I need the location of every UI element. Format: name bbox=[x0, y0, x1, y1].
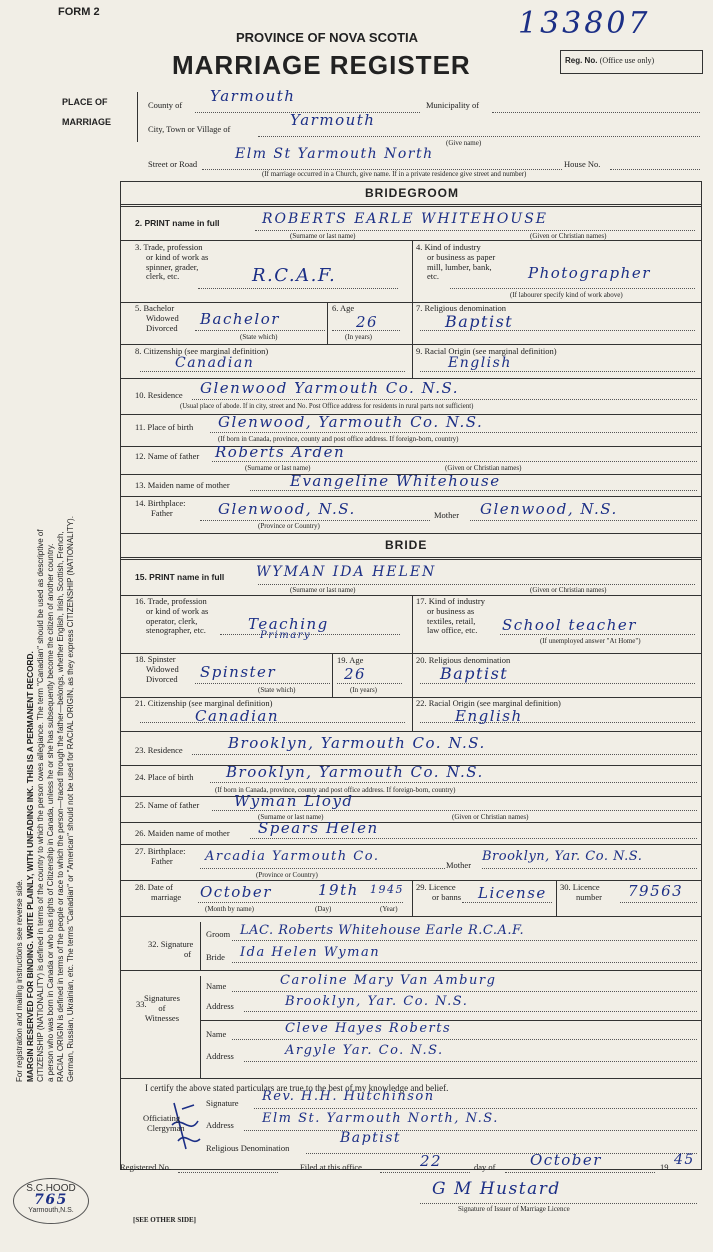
f13-label: 13. Maiden name of mother bbox=[135, 480, 230, 490]
church-note: (If marriage occurred in a Church, give name. If in a private residence give street and number) bbox=[262, 170, 527, 178]
f6-label: 6. Age bbox=[332, 303, 355, 313]
stamp-number: 765 bbox=[34, 1192, 68, 1208]
f8-label: 8. Citizenship (see marginal definition) bbox=[135, 346, 269, 356]
f28-sub-month: (Month by name) bbox=[205, 905, 254, 913]
f24-value: Brooklyn, Yarmouth Co. N.S. bbox=[226, 763, 484, 781]
day-of-label: day of bbox=[474, 1162, 496, 1172]
f14-label: 14. Birthplace: Father bbox=[135, 498, 186, 518]
f32-groom-label: Groom bbox=[206, 929, 231, 939]
f4-value: Photographer bbox=[528, 264, 651, 282]
w1-name-label: Name bbox=[206, 981, 227, 991]
groom-signature: LAC. Roberts Whitehouse Earle R.C.A.F. bbox=[240, 923, 525, 938]
clergy-address: Elm St. Yarmouth North, N.S. bbox=[262, 1111, 499, 1126]
witness2-address: Argyle Yar. Co. N.S. bbox=[285, 1043, 444, 1058]
f22-value: English bbox=[455, 707, 523, 725]
f18-sub: (State which) bbox=[258, 686, 296, 694]
f5-value: Bachelor bbox=[200, 310, 280, 328]
registered-no-label: Registered No. bbox=[120, 1162, 171, 1172]
f2-sub-given: (Given or Christian names) bbox=[530, 232, 607, 240]
f10-value: Glenwood Yarmouth Co. N.S. bbox=[200, 379, 460, 397]
house-label: House No. bbox=[564, 159, 601, 169]
witness2-name: Cleve Hayes Roberts bbox=[285, 1021, 452, 1036]
f21-label: 21. Citizenship (see marginal definition) bbox=[135, 698, 273, 708]
city-value: Yarmouth bbox=[290, 111, 376, 129]
f25-value: Wyman Lloyd bbox=[234, 792, 354, 810]
document-title: MARRIAGE REGISTER bbox=[172, 50, 471, 80]
f7-value: Baptist bbox=[445, 312, 514, 331]
bride-signature: Ida Helen Wyman bbox=[240, 945, 381, 960]
f18-value: Spinster bbox=[200, 663, 277, 681]
give-name-note: (Give name) bbox=[446, 139, 482, 147]
f33-sig-label: Signatures of Witnesses bbox=[144, 993, 180, 1023]
w2-name-label: Name bbox=[206, 1029, 227, 1039]
certify-statement: I certify the above stated particulars are true to the best of my knowledge and belief. bbox=[145, 1083, 449, 1093]
w2-address-label: Address bbox=[206, 1051, 234, 1061]
f15-sub-given: (Given or Christian names) bbox=[530, 586, 607, 594]
off-signature-label: Signature bbox=[206, 1098, 239, 1108]
f24-sub: (If born in Canada, province, county and post office address. If foreign-born, country) bbox=[215, 786, 456, 794]
municipality-label: Municipality of bbox=[426, 100, 480, 110]
city-label: City, Town or Village of bbox=[148, 124, 231, 134]
bridegroom-heading: BRIDEGROOM bbox=[365, 186, 459, 200]
f10-sub: (Usual place of abode. If in city, street and No. Post Office address for residents in rural parts not sufficient) bbox=[180, 403, 474, 410]
f19-label: 19. Age bbox=[337, 655, 364, 665]
issuer-label: Signature of Issuer of Marriage Licence bbox=[458, 1205, 570, 1213]
f16-value: Teaching bbox=[248, 615, 329, 633]
f14-father-value: Glenwood, N.S. bbox=[218, 500, 356, 518]
f30-label: 30. Licence number bbox=[560, 882, 602, 902]
f27-mother-label: Mother bbox=[446, 860, 472, 870]
filed-label: Filed at this office bbox=[300, 1162, 362, 1172]
margin-instructions: For registration and mailing instructions see reverse side. MARGIN RESERVED FOR BINDING. WRITE PLAINLY, WITH UNFADING INK. THIS IS A PERMANENT RECORD. CITIZENSHIP (NATIONALITY) is defined in terms of the country to which the person owes allegiance. The term "Canadian" should be used as descriptive of a person who was born in Canada or who has rights of Citizenship in Canada, unless he or she has subsequently become the citizen of another country. RACIAL ORIGIN is defined in terms of the people or race to which the person—traced through the father—belongs, whether English, Irish, Scottish, French, German, Russian, Ukrainian, etc. The terms "Canadian" or "American" should not be used for RACIAL ORIGIN, as they express CITIZENSHIP (NATIONALITY). bbox=[15, 516, 76, 1082]
f24-label: 24. Place of birth bbox=[135, 772, 194, 782]
filed-month: October bbox=[530, 1151, 602, 1169]
f32-label: 32. Signature of bbox=[148, 939, 194, 959]
f2-sub-surname: (Surname or last name) bbox=[290, 232, 356, 240]
f9-label: 9. Racial Origin (see marginal definition) bbox=[416, 346, 557, 356]
f28-year: 1945 bbox=[370, 883, 404, 896]
f26-label: 26. Maiden name of mother bbox=[135, 828, 230, 838]
f15-label: 15. PRINT name in full bbox=[135, 572, 225, 582]
f23-label: 23. Residence bbox=[135, 745, 183, 755]
f32-bride-label: Bride bbox=[206, 952, 225, 962]
form-number: FORM 2 bbox=[58, 6, 100, 18]
f15-sub-surname: (Surname or last name) bbox=[290, 586, 356, 594]
f20-label: 20. Religious denomination bbox=[416, 655, 511, 665]
street-label: Street or Road bbox=[148, 159, 198, 169]
f3-value: R.C.A.F. bbox=[252, 265, 337, 286]
filed-year: 45 bbox=[674, 1152, 695, 1168]
f19-sub: (In years) bbox=[350, 686, 378, 694]
f21-value: Canadian bbox=[195, 707, 280, 725]
f11-sub: (If born in Canada, province, county and post office address. If foreign-born, country) bbox=[218, 435, 459, 443]
f14-sub: (Province or Country) bbox=[258, 522, 320, 530]
f3-label: 3. Trade, profession or kind of work as spinner, grader, clerk, etc. bbox=[135, 242, 209, 282]
f12-sub-surname: (Surname or last name) bbox=[245, 464, 311, 472]
issuer-signature: G M Hustard bbox=[432, 1179, 561, 1199]
f11-value: Glenwood, Yarmouth Co. N.S. bbox=[218, 413, 484, 431]
f16-value-2: Primary bbox=[260, 630, 312, 641]
f5-sub: (State which) bbox=[240, 333, 278, 341]
hood-stamp bbox=[13, 1178, 89, 1224]
f20-value: Baptist bbox=[440, 664, 509, 683]
county-label: County of bbox=[148, 100, 183, 110]
clergy-religion: Baptist bbox=[340, 1130, 402, 1146]
f27-father-value: Arcadia Yarmouth Co. bbox=[205, 849, 380, 864]
reg-no-label: Reg. No. bbox=[565, 56, 598, 65]
f25-label: 25. Name of father bbox=[135, 800, 200, 810]
f12-sub-given: (Given or Christian names) bbox=[445, 464, 522, 472]
f25-sub-surname: (Surname or last name) bbox=[258, 813, 324, 821]
officiating-label: Officiating Clergyman bbox=[143, 1113, 185, 1133]
f29-label: 29. Licence or banns bbox=[416, 882, 462, 902]
w1-address-label: Address bbox=[206, 1001, 234, 1011]
f16-label: 16. Trade, profession or kind of work as operator, clerk, stenographer, etc. bbox=[135, 596, 209, 636]
f18-label: 18. Spinster Widowed Divorced bbox=[135, 654, 179, 684]
f14-mother-label: Mother bbox=[434, 510, 460, 520]
reg-no-box bbox=[560, 50, 703, 74]
off-religion-label: Religious Denomination bbox=[206, 1143, 290, 1153]
street-value: Elm St Yarmouth North bbox=[235, 146, 434, 162]
f17-sub: (If unemployed answer "At Home") bbox=[540, 637, 641, 645]
f12-label: 12. Name of father bbox=[135, 451, 200, 461]
f4-label: 4. Kind of industry or business as paper mill, lumber, bank, etc. bbox=[416, 242, 496, 282]
province-title: PROVINCE OF NOVA SCOTIA bbox=[236, 30, 419, 45]
f6-sub: (In years) bbox=[345, 333, 373, 341]
off-address-label: Address bbox=[206, 1120, 234, 1130]
f2-value: ROBERTS EARLE WHITEHOUSE bbox=[262, 211, 549, 227]
f27-mother-value: Brooklyn, Yar. Co. N.S. bbox=[482, 849, 643, 864]
f28-day: 19th bbox=[318, 881, 359, 899]
witness1-name: Caroline Mary Van Amburg bbox=[280, 973, 497, 988]
stamp-place: Yarmouth,N.S. bbox=[28, 1207, 74, 1214]
f12-value: Roberts Arden bbox=[215, 443, 346, 461]
f14-mother-value: Glenwood, N.S. bbox=[480, 500, 618, 518]
place-label: PLACE OF MARRIAGE bbox=[62, 97, 111, 128]
f33-label: 33. bbox=[136, 999, 147, 1009]
office-use-label: (Office use only) bbox=[599, 56, 655, 65]
f8-value: Canadian bbox=[175, 355, 255, 371]
f28-sub-year: (Year) bbox=[380, 905, 398, 913]
f25-sub-given: (Given or Christian names) bbox=[452, 813, 529, 821]
f7-label: 7. Religious denomination bbox=[416, 303, 506, 313]
witness1-address: Brooklyn, Yar. Co. N.S. bbox=[285, 994, 469, 1009]
f17-label: 17. Kind of industry or business as textiles, retail, law office, etc. bbox=[416, 596, 485, 636]
f19-value: 26 bbox=[344, 665, 367, 683]
f30-value: 79563 bbox=[628, 882, 684, 900]
f10-label: 10. Residence bbox=[135, 390, 183, 400]
f2-label: 2. PRINT name in full bbox=[135, 218, 220, 228]
stamp-name: S.C.HOOD bbox=[26, 1183, 76, 1194]
f27-label: 27. Birthplace: Father bbox=[135, 846, 186, 866]
f29-value: License bbox=[478, 884, 547, 902]
f26-value: Spears Helen bbox=[258, 819, 379, 837]
f9-value: English bbox=[448, 355, 512, 371]
f5-label: 5. Bachelor Widowed Divorced bbox=[135, 303, 179, 333]
f28-label: 28. Date of marriage bbox=[135, 882, 182, 902]
f22-label: 22. Racial Origin (see marginal definition) bbox=[416, 698, 561, 708]
f28-month: October bbox=[200, 883, 272, 901]
f4-sub: (If labourer specify kind of work above) bbox=[510, 291, 623, 299]
f17-value: School teacher bbox=[502, 616, 637, 634]
filed-year-prefix: 19 bbox=[660, 1162, 669, 1172]
bride-heading: BRIDE bbox=[385, 538, 428, 552]
county-value: Yarmouth bbox=[210, 87, 296, 105]
f6-value: 26 bbox=[356, 313, 379, 331]
filed-day: 22 bbox=[420, 1152, 443, 1170]
f11-label: 11. Place of birth bbox=[135, 422, 194, 432]
f15-value: WYMAN IDA HELEN bbox=[256, 564, 437, 580]
f23-value: Brooklyn, Yarmouth Co. N.S. bbox=[228, 734, 486, 752]
f13-value: Evangeline Whitehouse bbox=[290, 472, 501, 490]
f28-sub-day: (Day) bbox=[315, 905, 332, 913]
clergy-signature: Rev. H.H. Hutchinson bbox=[262, 1089, 435, 1104]
register-number: 133807 bbox=[518, 6, 651, 41]
see-other-side: [SEE OTHER SIDE] bbox=[133, 1216, 197, 1224]
f27-sub: (Province or Country) bbox=[256, 871, 318, 879]
